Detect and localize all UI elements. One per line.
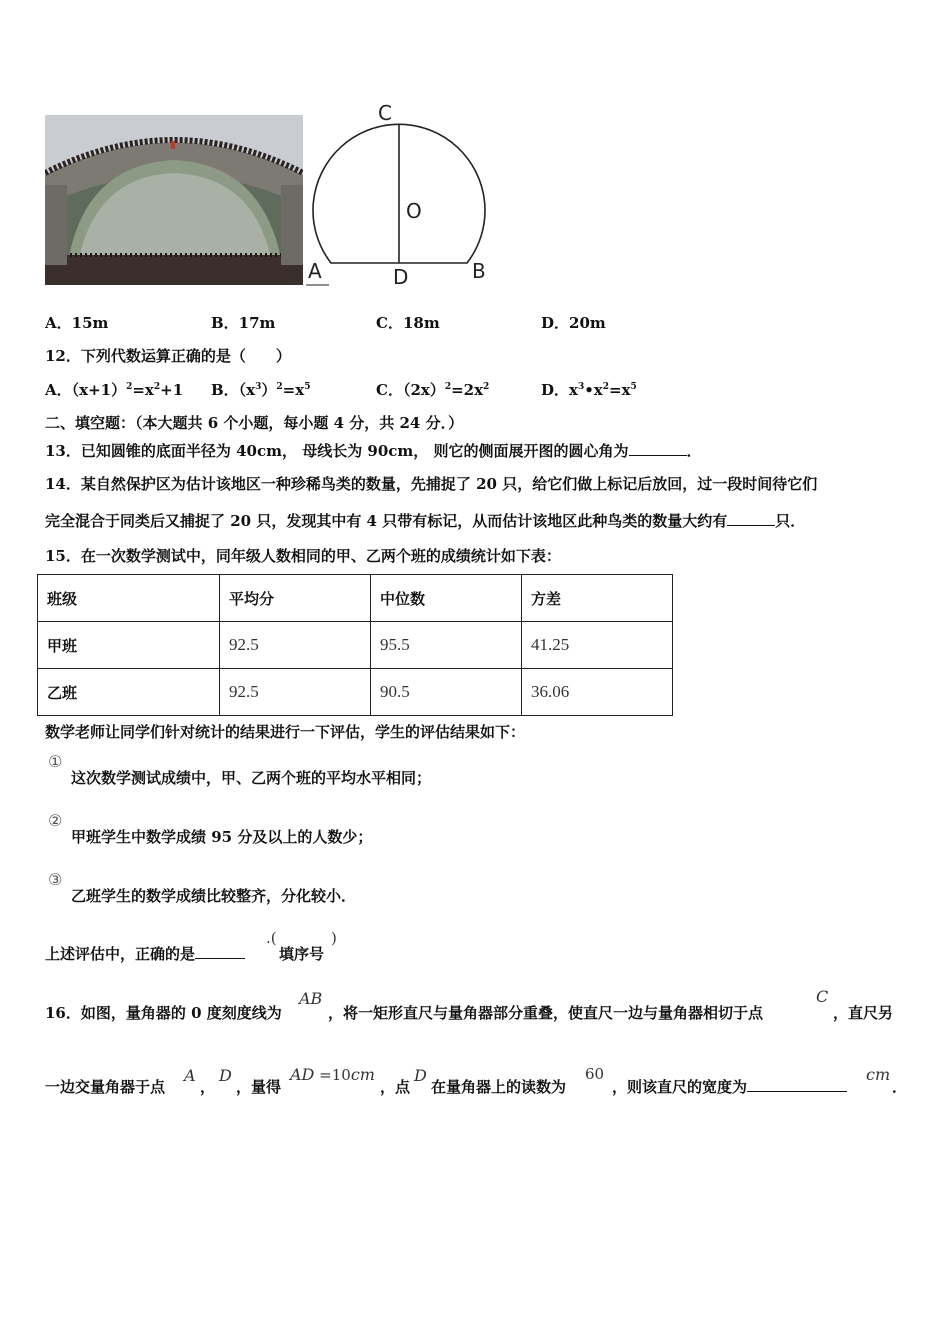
q11-option-a: A．15m [45,314,109,332]
q11-option-d: D．20m [541,314,606,332]
label-c: C [378,101,392,125]
row-label: 甲班 [38,622,220,669]
q16-line2-e: ，则该直尺的宽度为 [612,1076,847,1097]
row-label: 乙班 [38,669,220,716]
circled-number-3: ③ [48,870,63,889]
circled-number-2: ② [48,811,63,830]
q15-intro: 数学老师让同学们针对统计的结果进行一下评估，学生的评估结果如下： [45,723,526,741]
q15-item-2: 甲班学生中数学成绩 95 分及以上的人数少； [71,828,373,846]
q16-math-d2: D [414,1066,427,1085]
cell-value: 36.06 [522,669,673,716]
header-median: 中位数 [371,575,522,622]
q15-item-1: 这次数学测试成绩中，甲、乙两个班的平均水平相同； [71,769,432,787]
bridge-photo [45,115,303,285]
header-class: 班级 [38,575,220,622]
q12-option-c: C．$(2x)^2=2x^2$ [376,381,490,399]
q15-paren-open: .( [266,929,277,947]
table-row [38,669,673,716]
q16-math-ad-10cm: AD =10cm [290,1065,375,1084]
q16-line2-comma: ， [200,1078,216,1096]
q12-option-d: D．$x^3•x^2=x^5$ [541,381,637,399]
q13-text: 13．已知圆锥的底面半径为 40cm， 母线长为 90cm， 则它的侧面展开图的圆心角为 ． [45,442,702,460]
q16-line1-a: 16．如图，量角器的 0 度刻度线为 [45,1004,282,1022]
circled-number-1: ① [48,752,63,771]
q15-answer-line: 上述评估中，正确的是 [45,943,245,964]
q11-option-b: B．17m [211,314,276,332]
q15-stem: 15．在一次数学测试中，同年级人数相同的甲、乙两个班的成绩统计如下表： [45,547,561,565]
q15-answer-blank[interactable] [195,944,245,959]
q16-line2-c: ，点 [380,1078,411,1096]
q12-option-b: B．$(x^3)^2=x^5$ [211,381,311,399]
q16-line2-a: 一边交量角器于点 [45,1078,166,1096]
q16-math-ab: AB [299,989,323,1008]
stone-arch-bridge-image [45,115,303,285]
label-a: A [308,259,322,283]
q16-line2-end: ． [892,1078,908,1096]
q15-item-3: 乙班学生的数学成绩比较整齐，分化较小． [71,887,357,905]
cell-value: 92.5 [220,669,371,716]
cell-value: 41.25 [522,622,673,669]
table-row [38,622,673,669]
cell-value: 92.5 [220,622,371,669]
q16-answer-blank[interactable] [747,1077,847,1092]
q16-line1-b: ，将一矩形直尺与量角器部分重叠，使直尺一边与量角器相切于点 [328,1004,764,1022]
score-statistics-table [37,574,673,716]
q16-math-cm: cm [866,1065,891,1084]
q12-stem: 12．下列代数运算正确的是（ ） [45,347,291,365]
header-mean: 平均分 [220,575,371,622]
label-b: B [472,259,486,283]
cell-value: 90.5 [371,669,522,716]
q14-line-2: 完全混合于同类后又捕捉了 20 只，发现其中有 4 只带有标记，从而估计该地区此种鸟类的数量大约有 只． [45,512,806,530]
label-o: O [406,199,422,223]
q16-math-d: D [219,1066,232,1085]
q16-line2-b: ，量得 [236,1078,282,1096]
section-heading-fill-in: 二、填空题：（本大题共 6 个小题，每小题 4 分，共 24 分．） [45,414,464,432]
header-variance: 方差 [522,575,673,622]
q16-math-60: 60 [585,1065,605,1083]
q13-answer-blank[interactable] [629,441,687,456]
q16-line1-c: ，直尺另 [833,1004,894,1022]
label-d: D [393,265,409,289]
q15-paren-close: ) [331,929,337,947]
q16-math-a: A [184,1066,196,1085]
q14-line-1: 14．某自然保护区为估计该地区一种珍稀鸟类的数量，先捕捉了 20 只，给它们做上标记后放回，过一段时间待它们 [45,475,818,493]
table-header-row [38,575,673,622]
q14-answer-blank[interactable] [727,511,775,526]
q15-fill-note: 填序号 [279,945,325,963]
q12-option-a: A．$(x+1)^2=x^2+1$ [45,381,184,399]
q16-line2-d: 在量角器上的读数为 [431,1078,567,1096]
cell-value: 95.5 [371,622,522,669]
q11-option-c: C．18m [376,314,440,332]
circle-arch-diagram [300,96,500,296]
q16-math-c: C [816,987,829,1006]
